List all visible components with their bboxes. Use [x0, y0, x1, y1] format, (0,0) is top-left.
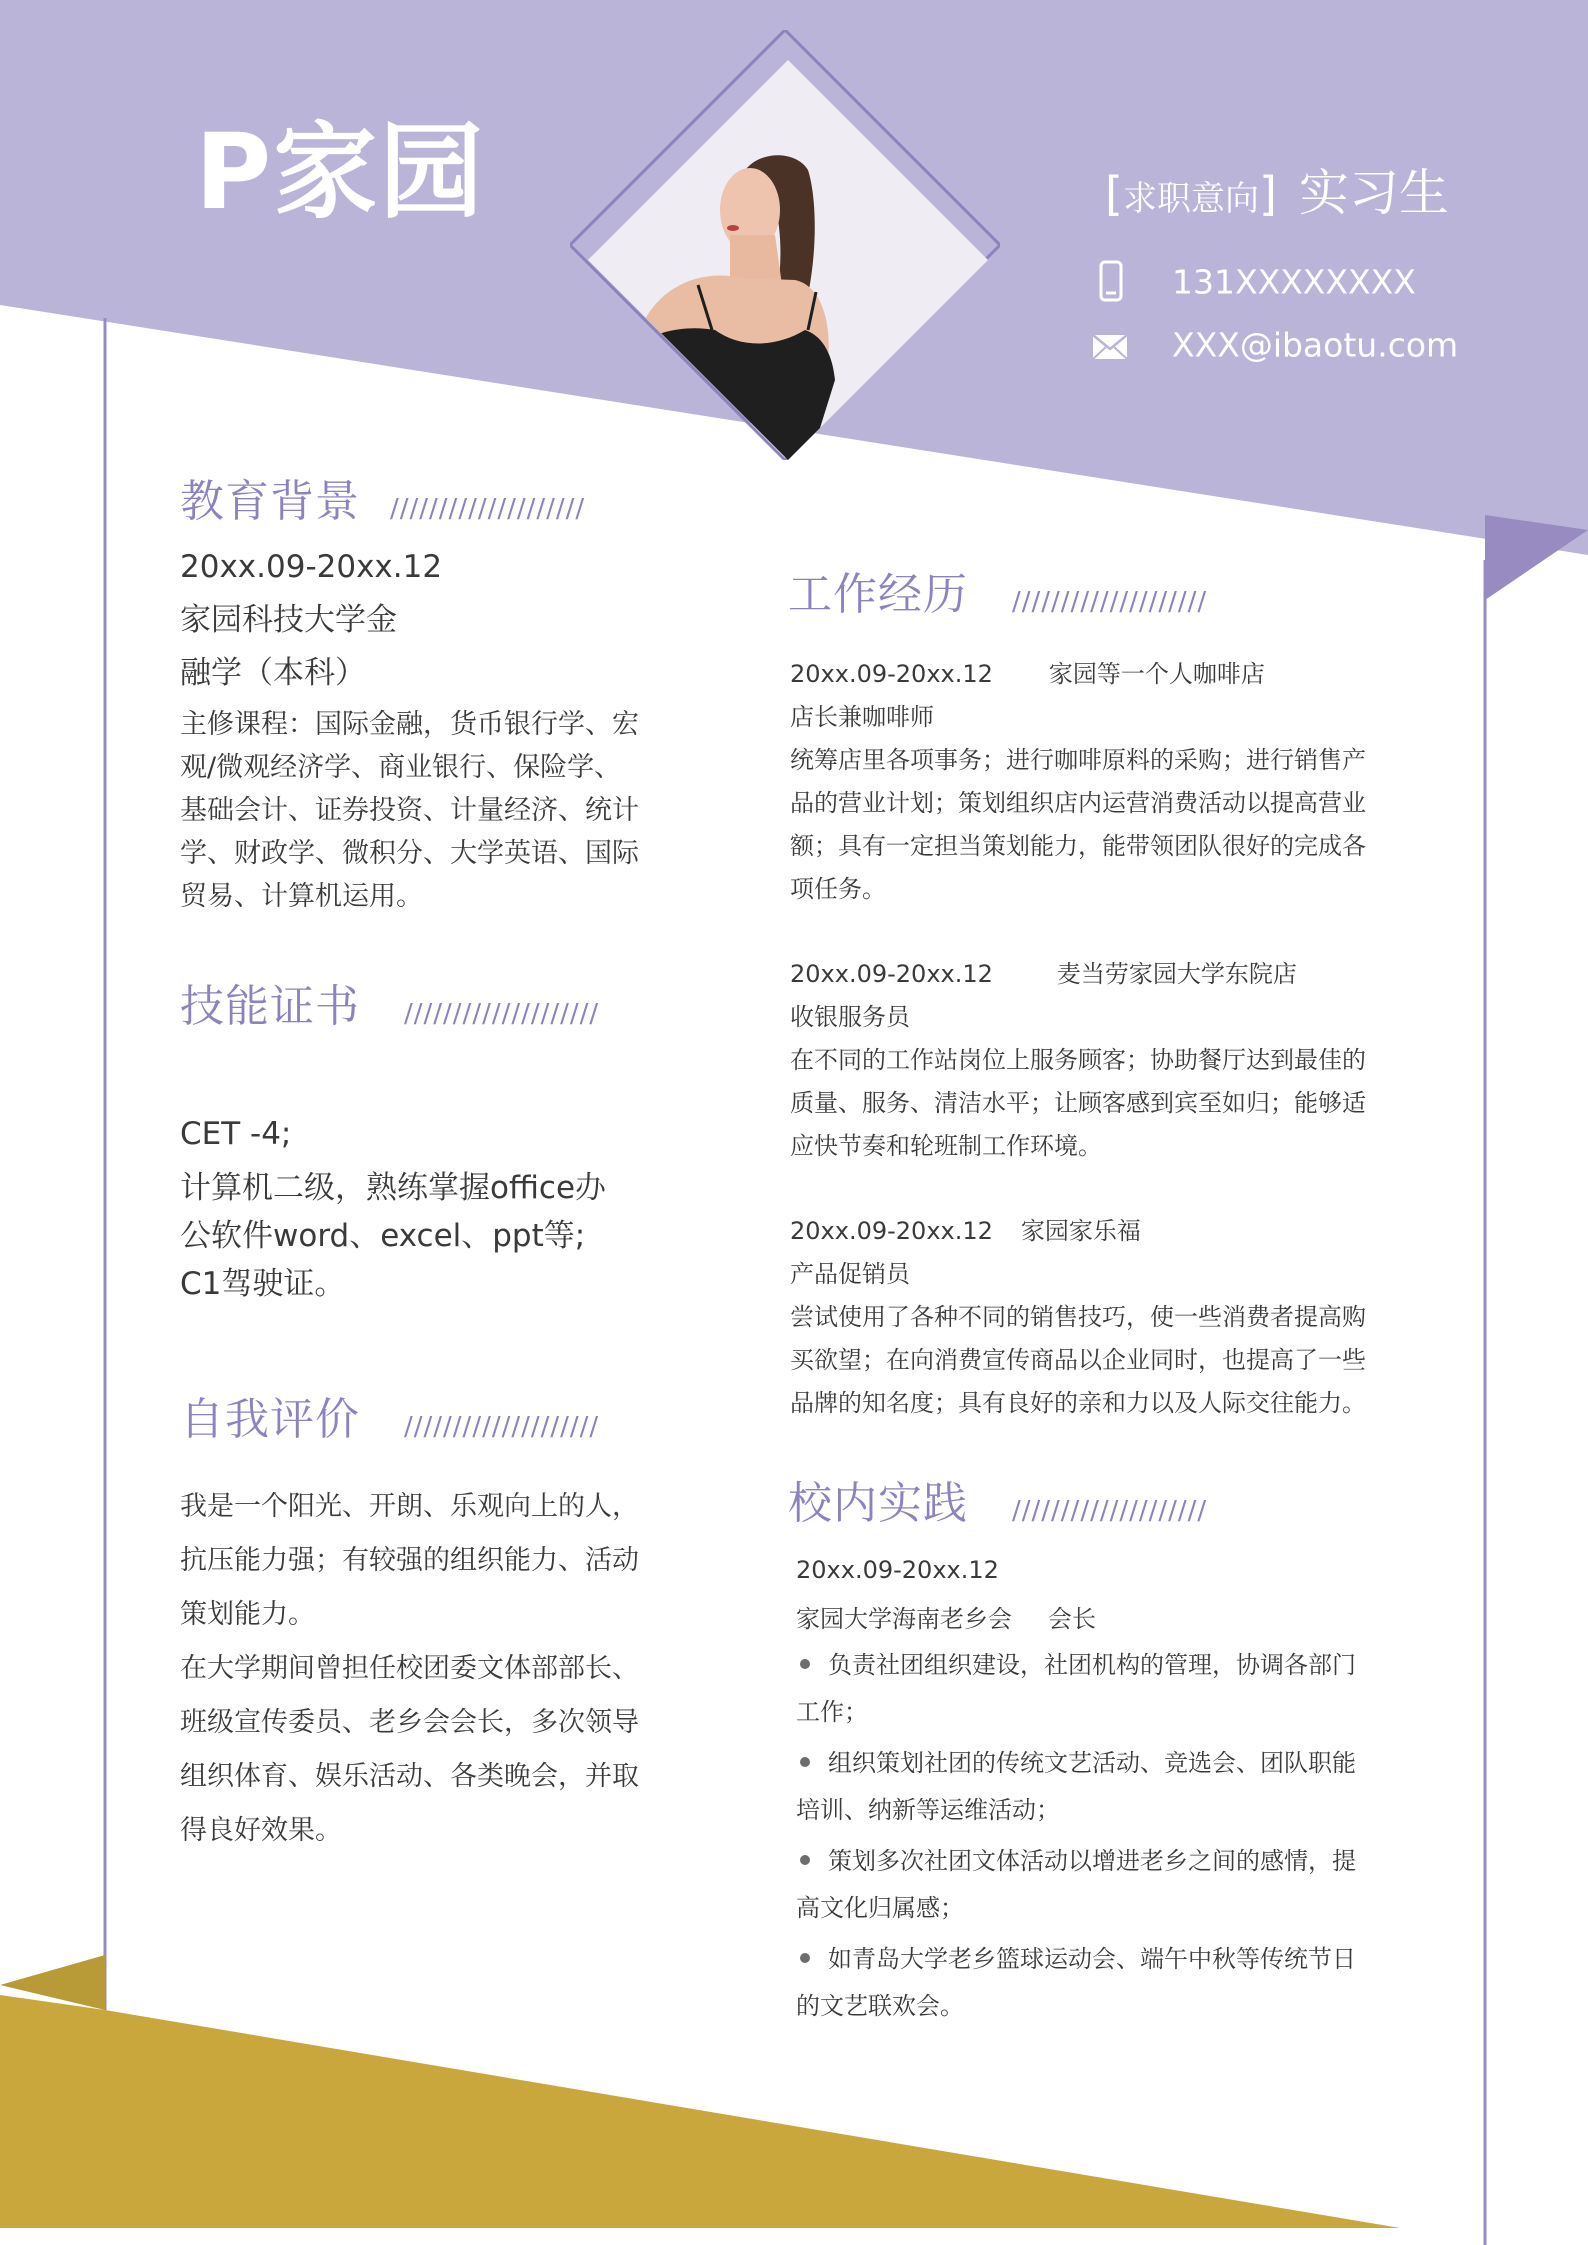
skill-line: 公软件word、excel、ppt等; [180, 1218, 586, 1254]
education-heading [180, 476, 586, 527]
job-entry [790, 953, 1366, 1168]
bullet-dot [800, 1953, 810, 1963]
skills-title: 技能证书 [180, 981, 360, 1032]
brand-title: P家园 [195, 111, 486, 233]
self-eval-line: 我是一个阳光、开朗、乐观向上的人， [180, 1491, 639, 1522]
bullet-line: 培训、纳新等运维活动； [796, 1796, 1060, 1824]
self-eval-line: 班级宣传委员、老乡会会长，多次领导 [180, 1707, 639, 1738]
job-desc-line: 项任务。 [790, 875, 886, 903]
job-desc-line: 品牌的知名度；具有良好的亲和力以及人际交往能力。 [790, 1389, 1366, 1417]
phone-number: 131XXXXXXXX [1172, 262, 1416, 302]
self-eval-title: 自我评价 [180, 1394, 360, 1445]
job-company: 麦当劳家园大学东院店 [1056, 960, 1297, 988]
job-desc-line: 质量、服务、清洁水平；让顾客感到宾至如归；能够适 [790, 1089, 1366, 1117]
campus-org: 家园大学海南老乡会 [796, 1605, 1012, 1633]
job-date: 20xx.09-20xx.12 [790, 1217, 993, 1245]
campus-bullet [796, 1838, 1396, 1932]
campus-role: 会长 [1048, 1605, 1096, 1633]
skill-line: C1驾驶证。 [180, 1266, 346, 1302]
bullet-line: 负责社团组织建设，社团机构的管理，协调各部门 [828, 1651, 1356, 1679]
campus-heading [788, 1478, 1208, 1529]
decor-slashes: //////////////////// [1012, 587, 1208, 617]
job-desc-line: 应快节奏和轮班制工作环境。 [790, 1132, 1102, 1160]
course-line: 学、财政学、微积分、大学英语、国际 [180, 838, 639, 869]
bullet-dot [800, 1757, 810, 1767]
education-school-line1: 家园科技大学金 [180, 602, 397, 638]
job-desc-line: 统筹店里各项事务；进行咖啡原料的采购；进行销售产 [790, 746, 1366, 774]
intent-role: 实习生 [1298, 164, 1449, 222]
job-position: 店长兼咖啡师 [790, 703, 934, 731]
course-line: 基础会计、证券投资、计量经济、统计 [180, 795, 639, 826]
bullet-line: 策划多次社团文体活动以增进老乡之间的感情，提 [828, 1847, 1356, 1875]
self-eval-line: 抗压能力强；有较强的组织能力、活动 [180, 1545, 639, 1576]
campus-bullet [796, 1740, 1396, 1834]
campus-title: 校内实践 [788, 1478, 968, 1529]
decor-slashes: //////////////////// [390, 494, 586, 524]
bullet-line: 工作； [796, 1698, 868, 1726]
course-line: 观/微观经济学、商业银行、保险学、 [180, 752, 622, 783]
phone-row [1090, 260, 1416, 304]
bullet-line: 组织策划社团的传统文艺活动、竞选会、团队职能 [828, 1749, 1356, 1777]
job-desc-line: 品的营业计划；策划组织店内运营消费活动以提高营业 [790, 789, 1366, 817]
self-eval-line: 得良好效果。 [180, 1815, 342, 1846]
education-title: 教育背景 [180, 476, 360, 527]
work-heading [788, 569, 1208, 620]
mail-icon [1090, 323, 1130, 367]
job-desc-line: 在不同的工作站岗位上服务顾客；协助餐厅达到最佳的 [790, 1046, 1366, 1074]
education-date: 20xx.09-20xx.12 [180, 549, 443, 585]
skills-block [180, 1110, 606, 1308]
email-row [1090, 323, 1458, 367]
job-position: 收银服务员 [790, 1003, 910, 1031]
job-date: 20xx.09-20xx.12 [790, 960, 993, 988]
self-eval-heading [180, 1394, 600, 1445]
phone-icon [1090, 260, 1130, 304]
self-eval-line: 组织体育、娱乐活动、各类晚会，并取 [180, 1761, 639, 1792]
job-desc-line: 尝试使用了各种不同的销售技巧，使一些消费者提高购 [790, 1303, 1366, 1331]
job-desc-line: 额；具有一定担当策划能力，能带领团队很好的完成各 [790, 832, 1366, 860]
portrait-photo [570, 30, 1000, 460]
decor-slashes: //////////////////// [1012, 1496, 1208, 1526]
job-entry [790, 653, 1366, 911]
bullet-line: 高文化归属感； [796, 1894, 964, 1922]
job-position: 产品促销员 [790, 1260, 910, 1288]
skill-line: 计算机二级，熟练掌握office办 [180, 1170, 607, 1206]
bullet-line: 如青岛大学老乡篮球运动会、端午中秋等传统节日 [828, 1945, 1356, 1973]
self-eval-line: 在大学期间曾担任校团委文体部部长、 [180, 1653, 639, 1684]
intent-label: 求职意向 [1122, 179, 1259, 219]
campus-bullet [796, 1642, 1396, 1736]
campus-header-block [796, 1546, 1096, 1644]
job-desc-line: 买欲望；在向消费宣传商品以企业同时，也提高了一些 [790, 1346, 1366, 1374]
email-address: XXX@ibaotu.com [1172, 325, 1459, 365]
campus-bullet [796, 1936, 1396, 2030]
skills-heading [180, 981, 600, 1032]
job-entry [790, 1210, 1366, 1425]
job-date: 20xx.09-20xx.12 [790, 660, 993, 688]
job-intention [1105, 164, 1449, 222]
work-title: 工作经历 [788, 569, 968, 620]
intent-close-bracket: ] [1258, 167, 1277, 221]
decor-slashes: //////////////////// [404, 1412, 600, 1442]
bullet-line: 的文艺联欢会。 [796, 1992, 964, 2020]
education-block [180, 541, 442, 700]
course-line: 贸易、计算机运用。 [180, 881, 423, 912]
self-eval-block [180, 1480, 639, 1858]
bullet-dot [800, 1659, 810, 1669]
self-eval-line: 策划能力。 [180, 1599, 315, 1630]
course-line: 主修课程：国际金融，货币银行学、宏 [180, 709, 639, 740]
skill-line: CET -4; [180, 1116, 292, 1152]
campus-date: 20xx.09-20xx.12 [796, 1556, 999, 1584]
bullet-dot [800, 1855, 810, 1865]
job-company: 家园家乐福 [1020, 1217, 1141, 1245]
decor-slashes: //////////////////// [404, 999, 600, 1029]
education-school-line2: 融学（本科） [180, 655, 366, 691]
education-courses [180, 703, 639, 918]
intent-open-bracket: [ [1105, 167, 1123, 221]
job-company: 家园等一个人咖啡店 [1048, 660, 1265, 688]
